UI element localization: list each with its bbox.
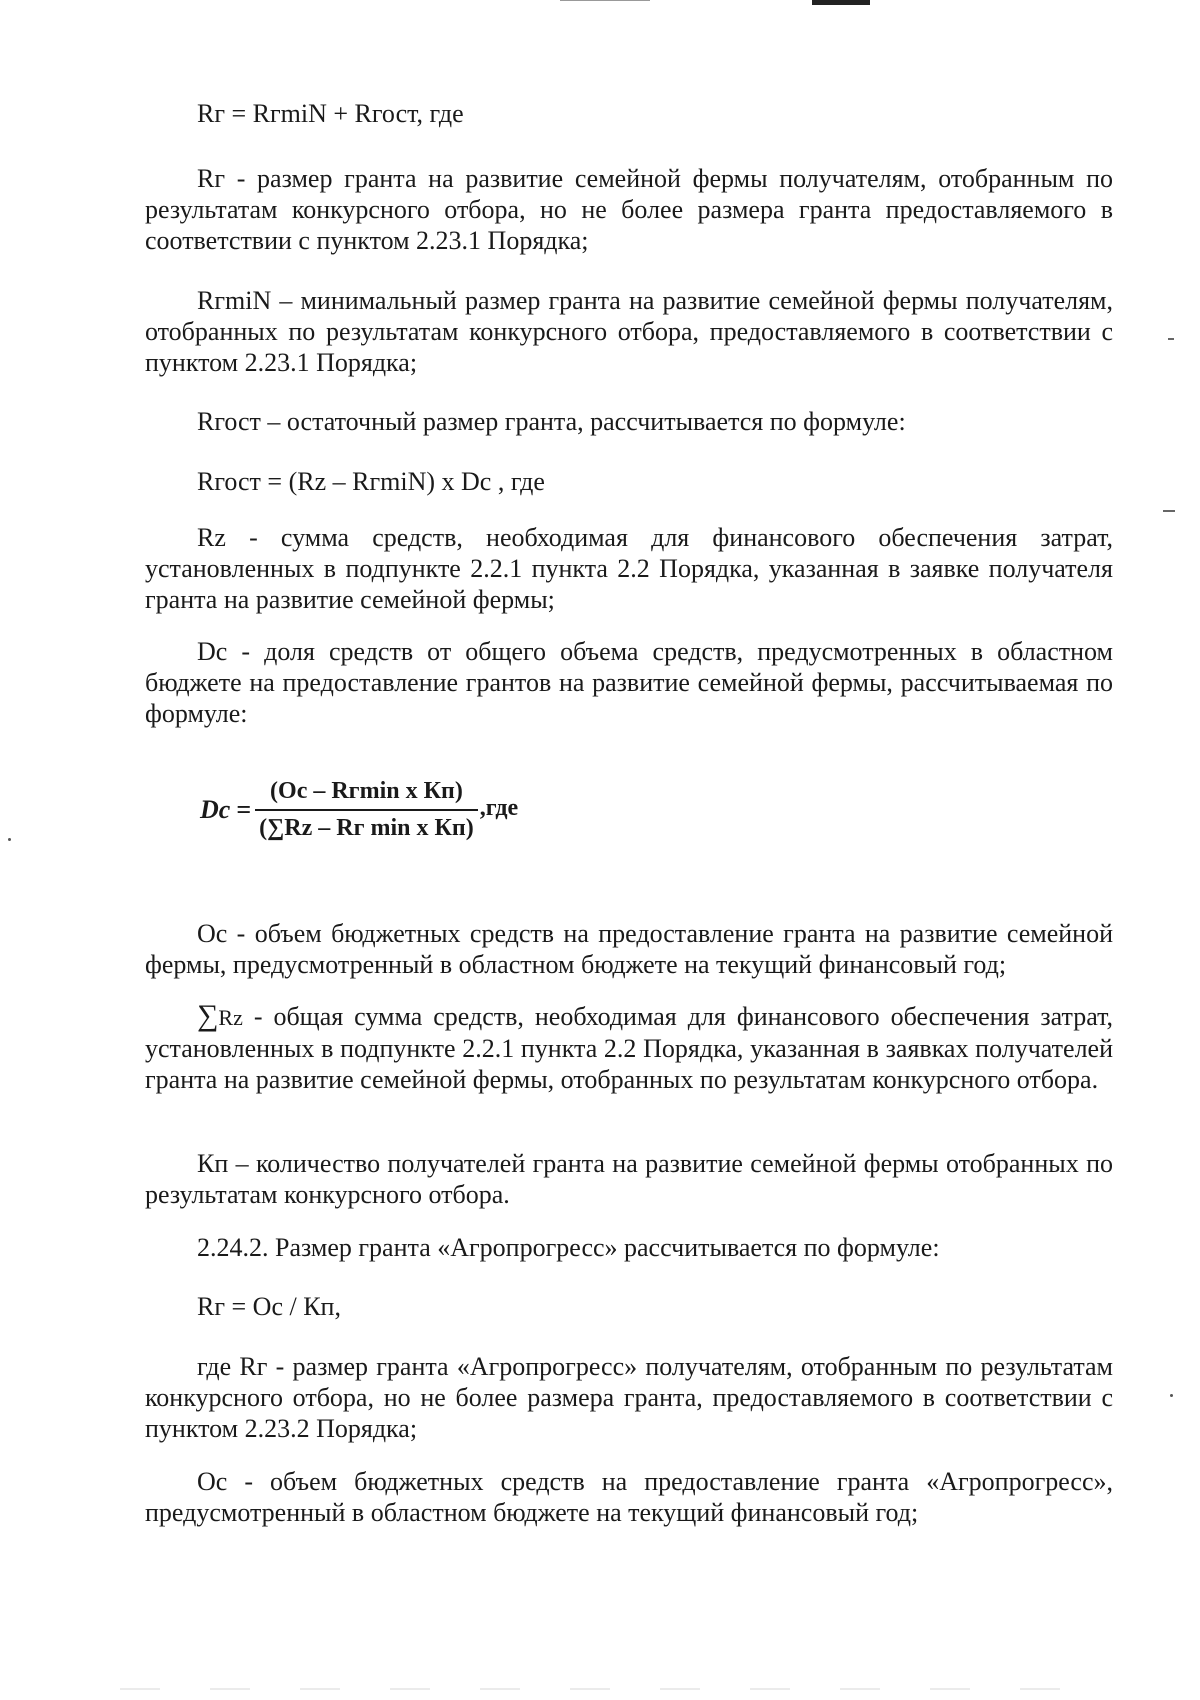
paragraph-kp-definition <box>145 1148 1113 1210</box>
paragraph-text: Dc - доля средств от общего объема средств, предусмотренных в областном бюджете на предоставление грантов на развитие семейной фермы, рассчитываемая по формуле: <box>145 637 1113 728</box>
paragraph-text: Oc - объем бюджетных средств на предоставление гранта «Агропрогресс», предусмотренный в областном бюджете на текущий финансовый год; <box>145 1467 1113 1527</box>
fraction <box>255 778 478 842</box>
paragraph-rg-definition <box>145 163 1113 256</box>
formula-rg-agro <box>145 1291 1113 1322</box>
formula-text: Rгост = (Rz – RгmiN) x Dc , где <box>197 467 545 496</box>
fraction-denominator: (∑Rz – Rг min x Кп) <box>259 815 474 841</box>
scan-dash <box>1163 510 1175 512</box>
formula-text: Rг = RгmiN + Rгост, где <box>197 99 464 128</box>
paragraph-text: где Rг - размер гранта «Агропрогресс» получателям, отобранным по результатам конкурсного отбора, но не более размера гранта, предоставляемого в соответствии с пунктом 2.23.2 Порядка; <box>145 1352 1113 1443</box>
paragraph-text: Rz - сумма средств, необходимая для финансового обеспечения затрат, установленных в подпункте 2.2.1 пункта 2.2 Порядка, указанная в заявке получателя гранта на развитие семейной фермы; <box>145 523 1113 614</box>
paragraph-text: RгmiN – минимальный размер гранта на развитие семейной фермы получателям, отобранных по результатам конкурсного отбора, предоставляемого в соответствии с пунктом 2.23.1 Порядка; <box>145 286 1113 377</box>
scan-dash <box>1168 338 1174 340</box>
scan-bottom-noise <box>120 1688 1080 1690</box>
formula-tail: ,где <box>479 794 519 821</box>
paragraph-dc-definition <box>145 636 1113 729</box>
paragraph-sum-rz-definition <box>145 1000 1113 1095</box>
paragraph-text: Rг - размер гранта на развитие семейной фермы получателям, отобранным по результатам конкурсного отбора, но не более размера гранта предоставляемого в соответствии с пунктом 2.23.1 Порядка; <box>145 164 1113 255</box>
paragraph-text: Oc - объем бюджетных средств на предоставление гранта на развитие семейной фермы, предусмотренный в областном бюджете на текущий финансовый год; <box>145 919 1113 979</box>
paragraph-text: Кп – количество получателей гранта на развитие семейной фермы отобранных по результатам конкурсного отбора. <box>145 1149 1113 1209</box>
formula-text: Rг = Oc / Кп, <box>197 1292 341 1321</box>
paragraph-text: Rгост – остаточный размер гранта, рассчитывается по формуле: <box>197 407 906 436</box>
paragraph-oc-definition <box>145 918 1113 980</box>
paragraph-rgmin-definition <box>145 285 1113 378</box>
paragraph-rz-definition <box>145 522 1113 615</box>
formula-rgost <box>145 466 1113 497</box>
scan-dot <box>8 838 11 841</box>
scan-mark-top <box>812 0 870 5</box>
formula-equals: = <box>236 795 252 824</box>
paragraph-rg-agro-definition <box>145 1351 1113 1444</box>
paragraph-text: 2.24.2. Размер гранта «Агропрогресс» рассчитывается по формуле: <box>197 1233 940 1262</box>
paragraph-rgost-definition <box>145 406 1113 437</box>
formula-rg <box>145 98 1113 129</box>
sigma-symbol: ∑ <box>197 999 219 1032</box>
fraction-numerator: (Oc – Rгmin x Кп) <box>270 778 463 804</box>
formula-dc-fraction <box>200 778 518 842</box>
scan-mark-top-thin <box>560 0 650 1</box>
scan-dot <box>1170 1394 1173 1397</box>
formula-lhs: Dc <box>200 795 231 824</box>
paragraph-text <box>145 1000 1113 1095</box>
paragraph-body: - общая сумма средств, необходимая для финансового обеспечения затрат, установленных в подпункте 2.2.1 пункта 2.2 Порядка, указанная в заявках получателей гранта на развитие семейной фермы, отобранных по результатам конкурсного отбора. <box>145 1002 1113 1094</box>
paragraph-section-2-24-2 <box>145 1232 1113 1263</box>
paragraph-oc-agro-definition <box>145 1466 1113 1528</box>
rz-symbol: Rz <box>218 1005 243 1030</box>
